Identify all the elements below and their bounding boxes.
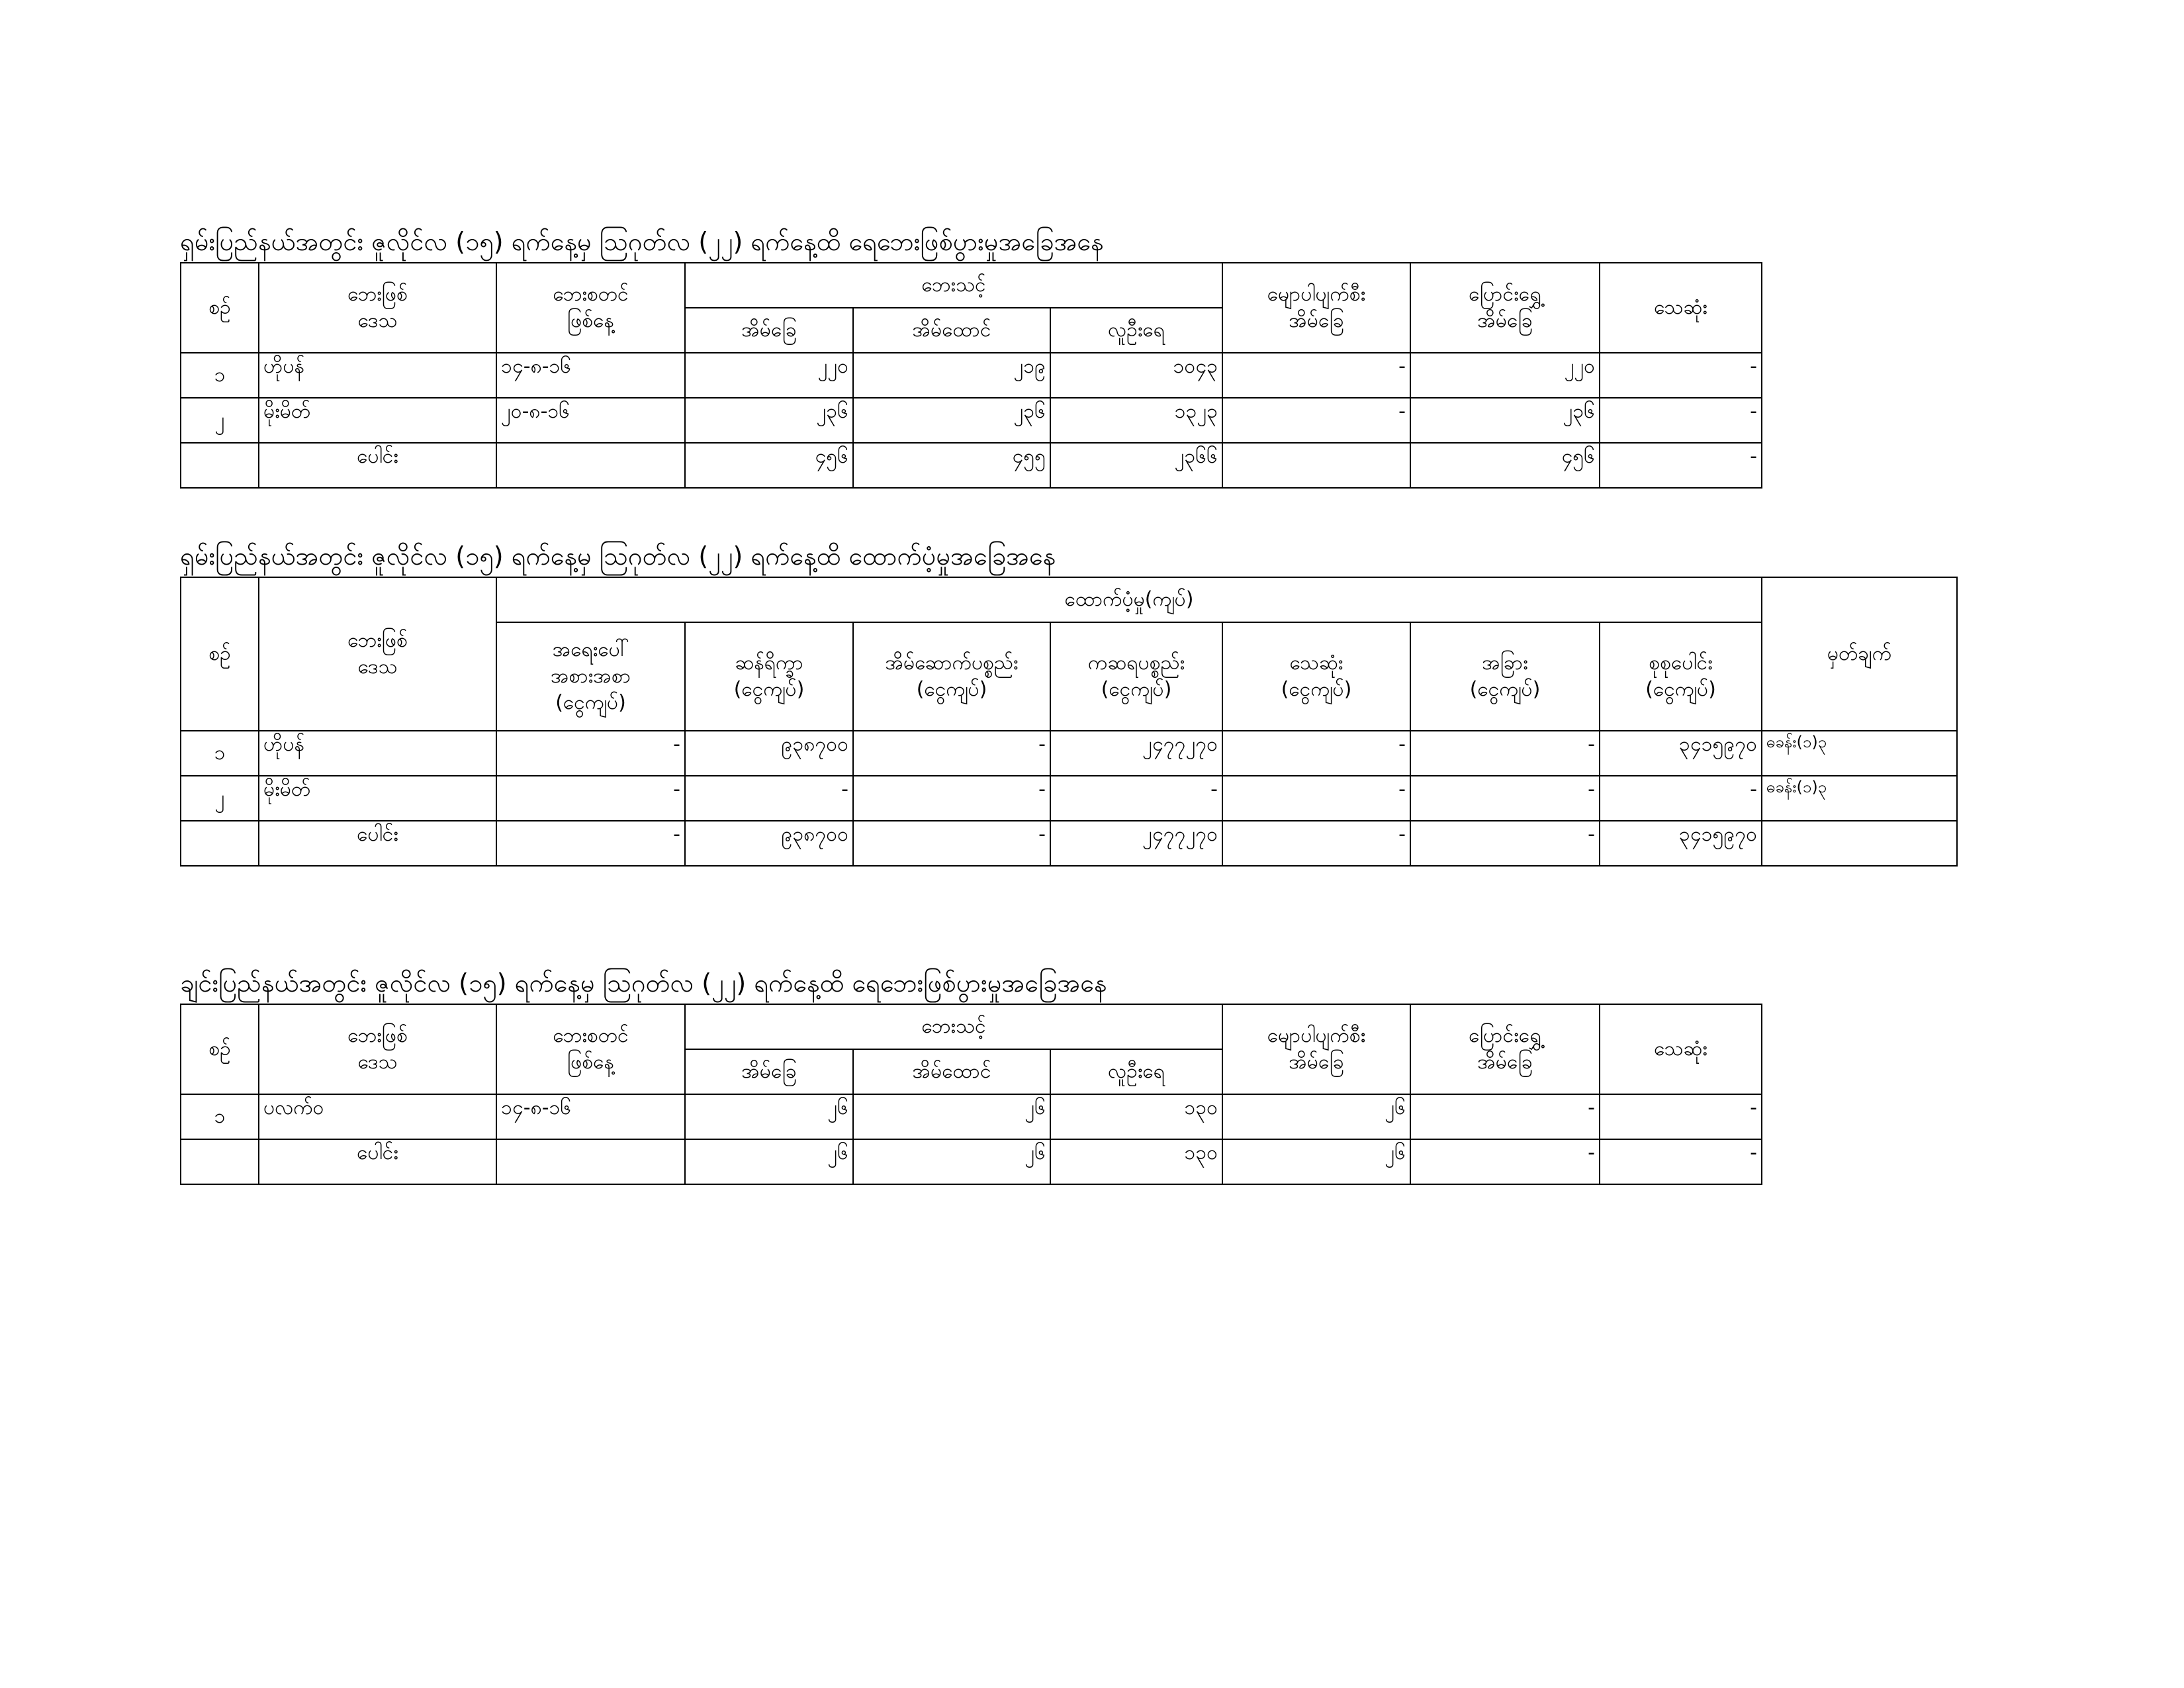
row-households: ၂၂၀ — [685, 353, 853, 398]
header-lost-houses-line1: မျောပါပျက်စီး — [1267, 283, 1366, 306]
row-people: ၁၃၂၃ — [1050, 398, 1222, 443]
total-moved: ၄၅၆ — [1410, 443, 1600, 488]
header-no: စဥ် — [181, 263, 259, 353]
row-region: ဟိုပန် — [259, 731, 496, 776]
row-sum: ၃၄၁၅၉၇၀ — [1600, 731, 1762, 776]
row-other: - — [1410, 731, 1600, 776]
header-dead: သေဆုံး — [1600, 263, 1762, 353]
total-people: ၁၃၀ — [1050, 1139, 1222, 1184]
table3-title: ချင်းပြည်နယ်အတွင်း ဇူလိုင်လ (၁၅) ရက်နေ့မှ ဩဂုတ်လ (၂၂) ရက်နေ့ထိ ရေဘေးဖြစ်ပွားမှုအခြေအနေ — [180, 968, 1107, 998]
total-people: ၂၃၆၆ — [1050, 443, 1222, 488]
header-start-date-line1: ဘေးစတင် — [553, 1024, 629, 1047]
header-emergency-food-line1: အရေးပေါ် — [552, 638, 629, 661]
total-relief: ၂၄၇၇၂၇၀ — [1050, 821, 1222, 866]
total-no-empty — [181, 821, 259, 866]
total-families: ၄၅၅ — [853, 443, 1050, 488]
header-start-date-line2: ဖြစ်နေ့ — [567, 309, 614, 332]
header-house-materials-line2: (ငွေကျပ်) — [916, 678, 987, 701]
table1-title: ရှမ်းပြည်နယ်အတွင်း ဇူလိုင်လ (၁၅) ရက်နေ့မှ ဩဂုတ်လ (၂၂) ရက်နေ့ထိ ရေဘေးဖြစ်ပွားမှုအခြေအနေ — [180, 227, 1104, 256]
row-other: - — [1410, 776, 1600, 821]
header-lost-houses-line2: အိမ်ခြေ — [1289, 309, 1344, 332]
row-date: ၂၀-၈-၁၆ — [496, 398, 685, 443]
table-row — [181, 1094, 1762, 1139]
header-region-line2: ဒေသ — [357, 1051, 398, 1074]
total-moved: - — [1410, 1139, 1600, 1184]
header-grand-total — [1600, 622, 1762, 731]
header-relief-items-line1: ကဆရပစ္စည်း — [1087, 651, 1185, 675]
header-affected: ဘေးသင့် — [685, 263, 1222, 308]
row-dead: - — [1600, 398, 1762, 443]
row-families: ၂၁၉ — [853, 353, 1050, 398]
total-dead: - — [1600, 1139, 1762, 1184]
table-row — [181, 776, 1957, 821]
row-house: - — [853, 731, 1050, 776]
row-moved: ၂၂၀ — [1410, 353, 1600, 398]
table-row — [181, 731, 1957, 776]
flood-status-shan-table — [180, 262, 1762, 489]
row-households: ၂၃၆ — [685, 398, 853, 443]
total-date-empty — [496, 1139, 685, 1184]
row-region: မိုးမိတ် — [259, 398, 496, 443]
header-lost-houses — [1222, 1004, 1410, 1094]
row-no: ၁ — [181, 731, 259, 776]
total-label: ပေါင်း — [259, 443, 496, 488]
header-moved-houses — [1410, 1004, 1600, 1094]
header-house-materials — [853, 622, 1050, 731]
header-region-line1: ဘေးဖြစ် — [347, 283, 408, 306]
row-rice: - — [685, 776, 853, 821]
total-dead: - — [1222, 821, 1410, 866]
header-moved-houses-line1: ပြောင်းရွှေ့ — [1469, 1024, 1541, 1047]
header-region — [259, 263, 496, 353]
header-relief-items — [1050, 622, 1222, 731]
header-lost-houses-line2: အိမ်ခြေ — [1289, 1051, 1344, 1074]
header-no: စဥ် — [181, 1004, 259, 1094]
header-people: လူဦးရေ — [1050, 1049, 1222, 1094]
row-region: ဟိုပန် — [259, 353, 496, 398]
header-support-kyat: ထောက်ပံ့မှု(ကျပ်) — [496, 577, 1762, 622]
total-no-empty — [181, 1139, 259, 1184]
row-no: ၁ — [181, 353, 259, 398]
total-row — [181, 821, 1957, 866]
header-lost-houses-line1: မျောပါပျက်စီး — [1267, 1024, 1366, 1047]
header-region-line1: ဘေးဖြစ် — [347, 1024, 408, 1047]
header-start-date — [496, 263, 685, 353]
total-label: ပေါင်း — [259, 821, 496, 866]
header-households: အိမ်ခြေ — [685, 308, 853, 353]
header-remarks: မှတ်ချက် — [1762, 577, 1957, 731]
total-families: ၂၆ — [853, 1139, 1050, 1184]
relief-support-shan-table — [180, 577, 1958, 867]
header-families: အိမ်ထောင် — [853, 1049, 1050, 1094]
header-region-line1: ဘေးဖြစ် — [347, 629, 408, 652]
row-dead: - — [1222, 776, 1410, 821]
flood-status-chin-table — [180, 1004, 1762, 1185]
row-people: ၁၀၄၃ — [1050, 353, 1222, 398]
total-food: - — [496, 821, 685, 866]
row-dead: - — [1600, 353, 1762, 398]
header-region — [259, 577, 496, 731]
flood-status-shan-section — [180, 225, 1762, 489]
total-sum: ၃၄၁၅၉၇၀ — [1600, 821, 1762, 866]
row-date: ၁၄-၈-၁၆ — [496, 353, 685, 398]
header-emergency-food-line2: အစားအစာ — [550, 665, 631, 688]
row-lost: - — [1222, 398, 1410, 443]
row-relief: - — [1050, 776, 1222, 821]
row-no: ၂ — [181, 776, 259, 821]
header-families: အိမ်ထောင် — [853, 308, 1050, 353]
row-moved: ၂၃၆ — [1410, 398, 1600, 443]
header-lost-houses — [1222, 263, 1410, 353]
header-no: စဥ် — [181, 577, 259, 731]
row-sum: - — [1600, 776, 1762, 821]
row-food: - — [496, 776, 685, 821]
table-row — [181, 353, 1762, 398]
row-no: ၂ — [181, 398, 259, 443]
row-families: ၂၃၆ — [853, 398, 1050, 443]
header-region — [259, 1004, 496, 1094]
header-emergency-food-line3: (ငွေကျပ်) — [555, 691, 626, 714]
row-households: ၂၆ — [685, 1094, 853, 1139]
row-dead: - — [1600, 1094, 1762, 1139]
header-grand-total-line2: (ငွေကျပ်) — [1645, 678, 1716, 701]
row-region: ပလက်ဝ — [259, 1094, 496, 1139]
total-no-empty — [181, 443, 259, 488]
row-moved: - — [1410, 1094, 1600, 1139]
row-house: - — [853, 776, 1050, 821]
total-households: ၄၅၆ — [685, 443, 853, 488]
header-affected: ဘေးသင့် — [685, 1004, 1222, 1049]
row-region: မိုးမိတ် — [259, 776, 496, 821]
total-dead: - — [1600, 443, 1762, 488]
row-lost: - — [1222, 353, 1410, 398]
header-dead — [1222, 622, 1410, 731]
total-house: - — [853, 821, 1050, 866]
total-lost: ၂၆ — [1222, 1139, 1410, 1184]
total-rice: ၉၃၈၇၀၀ — [685, 821, 853, 866]
header-other-line2: (ငွေကျပ်) — [1469, 678, 1541, 701]
header-start-date — [496, 1004, 685, 1094]
header-other-line1: အခြား — [1482, 651, 1528, 675]
row-no: ၁ — [181, 1094, 259, 1139]
row-dead: - — [1222, 731, 1410, 776]
header-dead: သေဆုံး — [1600, 1004, 1762, 1094]
row-people: ၁၃၀ — [1050, 1094, 1222, 1139]
total-row — [181, 443, 1762, 488]
header-grand-total-line1: စုစုပေါင်း — [1649, 651, 1713, 675]
header-start-date-line2: ဖြစ်နေ့ — [567, 1051, 614, 1074]
total-households: ၂၆ — [685, 1139, 853, 1184]
header-people: လူဦးရေ — [1050, 308, 1222, 353]
header-rice-line2: (ငွေကျပ်) — [733, 678, 805, 701]
total-date-empty — [496, 443, 685, 488]
row-remark: ဓခန်း(၁)၃ — [1762, 731, 1957, 776]
total-label: ပေါင်း — [259, 1139, 496, 1184]
header-moved-houses-line2: အိမ်ခြေ — [1477, 309, 1533, 332]
row-remark: ဓခန်း(၁)၃ — [1762, 776, 1957, 821]
header-emergency-food — [496, 622, 685, 731]
table2-title: ရှမ်းပြည်နယ်အတွင်း ဇူလိုင်လ (၁၅) ရက်နေ့မှ ဩဂုတ်လ (၂၂) ရက်နေ့ထိ ထောက်ပံ့မှုအခြေအနေ — [180, 541, 1056, 571]
header-house-materials-line1: အိမ်ဆောက်ပစ္စည်း — [885, 651, 1019, 675]
header-moved-houses-line2: အိမ်ခြေ — [1477, 1051, 1533, 1074]
flood-status-chin-section — [180, 966, 1762, 1185]
header-region-line2: ဒေသ — [357, 309, 398, 332]
header-rice-line1: ဆန်ရိက္ခာ — [735, 651, 803, 675]
row-relief: ၂၄၇၇၂၇၀ — [1050, 731, 1222, 776]
row-families: ၂၆ — [853, 1094, 1050, 1139]
header-moved-houses — [1410, 263, 1600, 353]
header-dead-line1: သေဆုံး — [1289, 651, 1343, 675]
total-lost-empty — [1222, 443, 1410, 488]
relief-support-shan-section — [180, 539, 1958, 867]
row-food: - — [496, 731, 685, 776]
total-other: - — [1410, 821, 1600, 866]
header-moved-houses-line1: ပြောင်းရွှေ့ — [1469, 283, 1541, 306]
header-households: အိမ်ခြေ — [685, 1049, 853, 1094]
table-row — [181, 398, 1762, 443]
row-rice: ၉၃၈၇၀၀ — [685, 731, 853, 776]
header-start-date-line1: ဘေးစတင် — [553, 283, 629, 306]
header-relief-items-line2: (ငွေကျပ်) — [1101, 678, 1172, 701]
header-dead-line2: (ငွေကျပ်) — [1281, 678, 1352, 701]
header-other — [1410, 622, 1600, 731]
header-rice — [685, 622, 853, 731]
total-row — [181, 1139, 1762, 1184]
row-date: ၁၄-၈-၁၆ — [496, 1094, 685, 1139]
total-remark-empty — [1762, 821, 1957, 866]
row-lost: ၂၆ — [1222, 1094, 1410, 1139]
header-region-line2: ဒေသ — [357, 655, 398, 679]
